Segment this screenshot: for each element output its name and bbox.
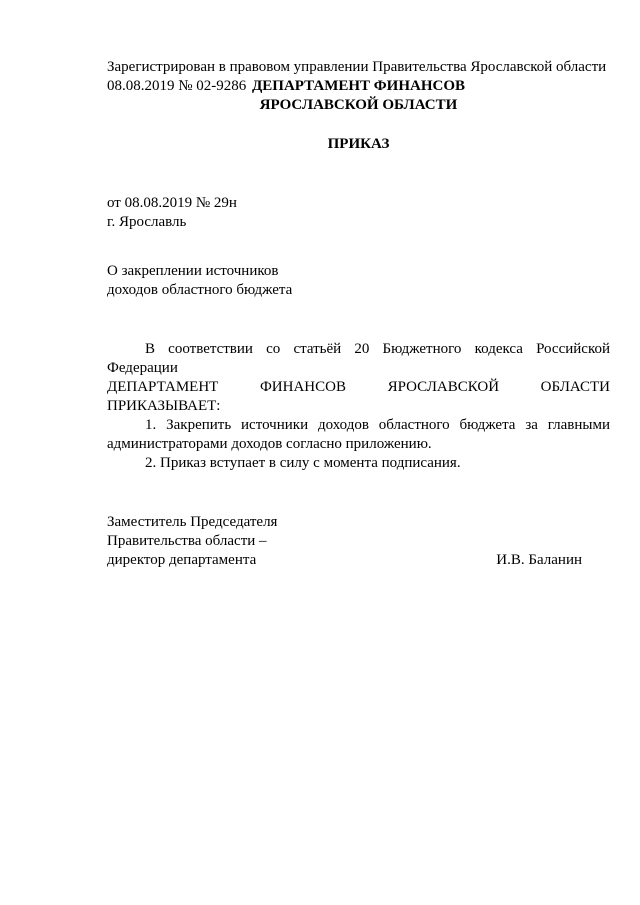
signature-block [107,513,610,570]
city: г. Ярославль [107,214,187,230]
orders-line: ДЕПАРТАМЕНТ ФИНАНСОВ ЯРОСЛАВСКОЙ ОБЛАСТИ ПРИКАЗЫВАЕТ: [107,379,610,414]
preamble-line-2: Федерации [107,360,178,376]
signature-title-2: Правительства области – [107,533,267,549]
registration-line-2: 08.08.2019 № 02-9286 [107,78,247,94]
document-meta [107,194,610,232]
item-1-line-1: 1. Закрепить источники доходов областного бюджета за главными [145,417,610,433]
date-number: от 08.08.2019 № 29н [107,195,237,211]
document-page [107,58,610,570]
subject-line-2: доходов областного бюджета [107,282,293,298]
department-line-2: ЯРОСЛАВСКОЙ ОБЛАСТИ [259,97,458,113]
document-body [107,340,610,473]
item-2: 2. Приказ вступает в силу с момента подписания. [145,455,461,471]
signature-title-1: Заместитель Председателя [107,514,278,530]
preamble-line-1: В соответствии со статьёй 20 Бюджетного кодекса Российской [145,341,610,357]
signature-title-3: директор департамента [107,552,257,568]
document-subject [107,262,610,300]
signatory-name: И.В. Баланин [496,552,582,568]
subject-line-1: О закреплении источников [107,263,279,279]
item-1-line-2: администраторами доходов согласно приложению. [107,436,432,452]
department-line-1: ДЕПАРТАМЕНТ ФИНАНСОВ [251,78,466,94]
document-type: ПРИКАЗ [327,136,390,152]
registration-line-1: Зарегистрирован в правовом управлении Правительства Ярославской области [107,59,607,75]
